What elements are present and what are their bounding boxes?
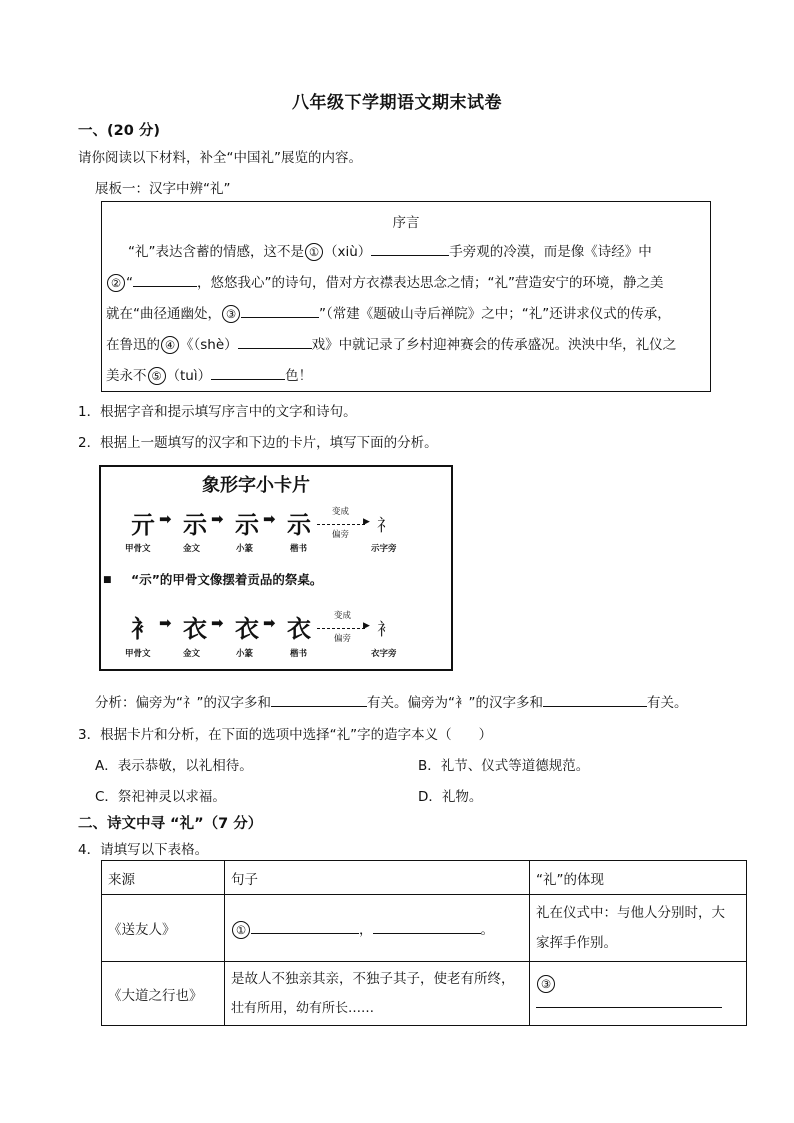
arrow-right-icon: ➡ [263, 510, 276, 528]
preface-line-2: ② “ ，悠悠我心”的诗句，借对方衣襟表达思念之情；“礼”营造安宁的环境，静之美 [106, 271, 663, 292]
row2-sentence: 是故人不独亲其亲，不独子其子，使老有所终， 壮有所用，幼有所长…… [225, 962, 530, 1026]
blank-3[interactable] [241, 303, 319, 318]
row1-sentence: ① ， 。 [225, 895, 530, 962]
blank-number-3: ③ [222, 305, 240, 323]
section-2-heading: 二、诗文中寻 “礼”（7 分） [78, 816, 263, 832]
row2-answer [530, 962, 747, 1026]
blank-number: ③ [537, 975, 555, 993]
seal-yi-glyph: 衣 [235, 614, 259, 643]
blank-2[interactable] [133, 272, 197, 287]
section-1-intro: 请你阅读以下材料，补全“中国礼”展览的内容。 [78, 150, 362, 166]
row1-note: 礼在仪式中：与他人分别时，大 家挥手作别。 [530, 895, 747, 962]
label-yi-radical: 衣字旁 [371, 649, 397, 659]
label-seal: 小篆 [236, 544, 254, 554]
blank-number-2: ② [107, 274, 125, 292]
dashed-arrow [317, 628, 365, 629]
blank-5[interactable] [211, 365, 285, 380]
table-row [102, 895, 747, 962]
row2-blank[interactable] [536, 993, 722, 1008]
analysis-blank-1[interactable] [271, 692, 367, 707]
blank-number: ① [232, 921, 250, 939]
arrow-head-icon: ▶ [363, 621, 370, 631]
seal-shi-glyph: 示 [235, 510, 259, 539]
board-label: 展板一：汉字中辨“礼” [95, 181, 231, 197]
shi-radical-glyph: 礻 [377, 516, 394, 536]
regular-yi-glyph: 衣 [287, 614, 311, 643]
arrow-right-icon: ➡ [263, 614, 276, 632]
regular-shi-glyph: 示 [287, 510, 311, 539]
option-d[interactable]: D．礼物。 [418, 789, 483, 805]
option-a[interactable]: A．表示恭敬，以礼相待。 [95, 758, 253, 774]
preface-box [101, 201, 711, 392]
preface-line-3: 就在“曲径通幽处， ③ ”（常建《题破山寺后禅院》之中；“礼”还讲求仪式的传承， [106, 302, 671, 323]
pictograph-card [99, 465, 453, 671]
label-oracle: 甲骨文 [125, 649, 151, 659]
arrow-right-icon: ➡ [211, 614, 224, 632]
section-1-heading: 一、(20 分) [78, 123, 160, 139]
oracle-yi-glyph: 衤 [131, 614, 155, 643]
yi-radical-glyph: 衤 [377, 620, 394, 640]
label-bronze: 金文 [183, 544, 201, 554]
row1-source: 《送友人》 [102, 895, 225, 962]
question-3: 3．根据卡片和分析，在下面的选项中选择“礼”字的造字本义（ ） [78, 727, 493, 743]
oracle-shi-glyph: 亓 [131, 510, 155, 539]
preface-title: 序言 [392, 215, 420, 231]
header-sentence: 句子 [225, 861, 530, 895]
poetry-table [101, 860, 747, 1026]
question-1: 1．根据字音和提示填写序言中的文字和诗句。 [78, 404, 357, 420]
blank-number-5: ⑤ [148, 367, 166, 385]
header-manifestation: “礼”的体现 [530, 861, 747, 895]
preface-line-1: “礼”表达含蓄的情感，这不是 ① （xiù） 手旁观的冷漠，而是像《诗经》中 [128, 240, 652, 261]
label-shi-radical: 示字旁 [371, 544, 397, 554]
bronze-shi-glyph: 示 [183, 510, 207, 539]
question-2: 2．根据上一题填写的汉字和下边的卡片，填写下面的分析。 [78, 435, 438, 451]
page-title: 八年级下学期语文期末试卷 [292, 93, 502, 113]
analysis-line: 分析：偏旁为“礻”的汉字多和 有关。偏旁为“衤”的汉字多和 有关。 [95, 691, 688, 711]
radical-label: 偏旁 [332, 530, 350, 540]
blank-number-4: ④ [161, 336, 179, 354]
bullet-icon: ■ [103, 575, 112, 585]
table-header-row [102, 861, 747, 895]
label-regular: 楷书 [290, 649, 308, 659]
blank-number-1: ① [305, 243, 323, 261]
preface-line-5: 美永不 ⑤ （tuì） 色！ [106, 364, 312, 385]
label-oracle: 甲骨文 [125, 544, 151, 554]
label-regular: 楷书 [290, 544, 308, 554]
blank-4[interactable] [238, 334, 312, 349]
arrow-head-icon: ▶ [363, 517, 370, 527]
header-source: 来源 [102, 861, 225, 895]
row1-blank-1[interactable] [251, 919, 359, 934]
label-bronze: 金文 [183, 649, 201, 659]
blank-1[interactable] [371, 241, 449, 256]
preface-line-4: 在鲁迅的 ④ 《（shè） 戏》中就记录了乡村迎神赛会的传承盛况。泱泱中华，礼仪之 [106, 333, 676, 354]
option-c[interactable]: C．祭祀神灵以求福。 [95, 789, 226, 805]
card-title: 象形字小卡片 [202, 475, 310, 496]
arrow-right-icon: ➡ [211, 510, 224, 528]
arrow-right-icon: ➡ [159, 614, 172, 632]
row1-blank-2[interactable] [373, 919, 481, 934]
card-note: “示”的甲骨文像摆着贡品的祭桌。 [131, 572, 323, 587]
radical-label: 偏旁 [334, 634, 352, 644]
option-b[interactable]: B．礼节、仪式等道德规范。 [418, 758, 590, 774]
table-row [102, 962, 747, 1026]
dashed-arrow [317, 524, 365, 525]
change-label: 变成 [332, 507, 350, 517]
arrow-right-icon: ➡ [159, 510, 172, 528]
analysis-blank-2[interactable] [543, 692, 647, 707]
label-seal: 小篆 [236, 649, 254, 659]
row2-source: 《大道之行也》 [102, 962, 225, 1026]
bronze-yi-glyph: 衣 [183, 614, 207, 643]
question-4: 4．请填写以下表格。 [78, 842, 209, 858]
change-label: 变成 [334, 611, 352, 621]
